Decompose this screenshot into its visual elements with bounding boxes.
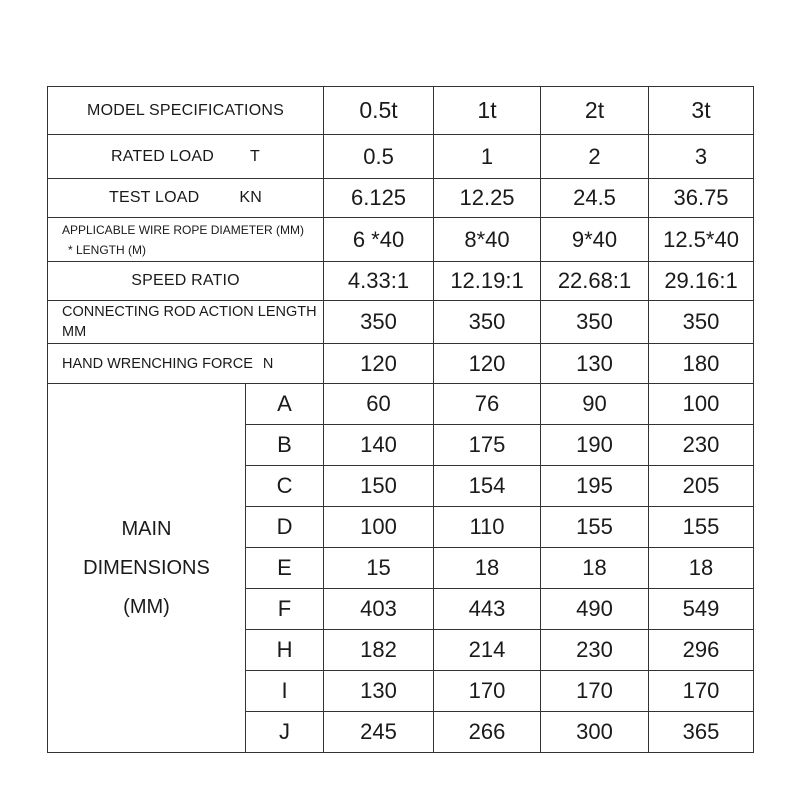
rated-load-value: 3 <box>649 135 754 179</box>
model-1t: 1t <box>434 87 541 135</box>
rod-length-value: 350 <box>541 301 649 344</box>
dimension-value: 266 <box>434 712 541 753</box>
wrench-force-value: 130 <box>541 344 649 384</box>
rod-length-label: CONNECTING ROD ACTION LENGTH MM <box>48 301 324 344</box>
dimension-value: 110 <box>434 507 541 548</box>
speed-ratio-value: 29.16:1 <box>649 262 754 301</box>
dimension-value: 175 <box>434 425 541 466</box>
dimension-value: 296 <box>649 630 754 671</box>
dimension-value: 170 <box>649 671 754 712</box>
dimension-value: 15 <box>324 548 434 589</box>
dimension-value: 18 <box>434 548 541 589</box>
wrench-force-value: 120 <box>324 344 434 384</box>
test-load-value: 12.25 <box>434 179 541 218</box>
dimension-value: 182 <box>324 630 434 671</box>
test-load-value: 36.75 <box>649 179 754 218</box>
test-load-label: TEST LOAD KN <box>48 179 324 218</box>
dimension-value: 214 <box>434 630 541 671</box>
rod-length-value: 350 <box>649 301 754 344</box>
dimension-value: 365 <box>649 712 754 753</box>
header-row <box>48 87 754 135</box>
wrench-force-value: 180 <box>649 344 754 384</box>
model-2t: 2t <box>541 87 649 135</box>
dimension-value: 205 <box>649 466 754 507</box>
specifications-table <box>47 86 754 753</box>
wire-rope-value: 6 *40 <box>324 218 434 262</box>
dimension-letter: E <box>246 548 324 589</box>
dimension-letter: D <box>246 507 324 548</box>
dimension-letter: J <box>246 712 324 753</box>
test-load-row <box>48 179 754 218</box>
main-dimensions-label: MAIN DIMENSIONS (MM) <box>48 384 246 753</box>
dimension-value: 150 <box>324 466 434 507</box>
speed-ratio-row <box>48 262 754 301</box>
dimension-letter: I <box>246 671 324 712</box>
dimension-value: 190 <box>541 425 649 466</box>
dimension-value: 195 <box>541 466 649 507</box>
dimension-letter: A <box>246 384 324 425</box>
dimension-value: 100 <box>649 384 754 425</box>
model-0-5t: 0.5t <box>324 87 434 135</box>
wire-rope-row <box>48 218 754 262</box>
header-label: MODEL SPECIFICATIONS <box>48 87 324 135</box>
test-load-value: 24.5 <box>541 179 649 218</box>
wire-rope-value: 8*40 <box>434 218 541 262</box>
dimension-letter: B <box>246 425 324 466</box>
dimension-letter: F <box>246 589 324 630</box>
speed-ratio-value: 4.33:1 <box>324 262 434 301</box>
wrench-force-row <box>48 344 754 384</box>
dimension-value: 230 <box>649 425 754 466</box>
dimension-value: 230 <box>541 630 649 671</box>
dimension-value: 140 <box>324 425 434 466</box>
dimension-letter: H <box>246 630 324 671</box>
rated-load-unit: T <box>250 147 261 165</box>
speed-ratio-label: SPEED RATIO <box>48 262 324 301</box>
model-3t: 3t <box>649 87 754 135</box>
dimension-value: 18 <box>649 548 754 589</box>
wrench-force-value: 120 <box>434 344 541 384</box>
rated-load-label: RATED LOAD T <box>48 135 324 179</box>
dimension-value: 300 <box>541 712 649 753</box>
dimension-value: 155 <box>541 507 649 548</box>
dimension-letter: C <box>246 466 324 507</box>
dimension-value: 60 <box>324 384 434 425</box>
dimension-value: 245 <box>324 712 434 753</box>
dimension-row-a <box>48 384 754 425</box>
test-load-value: 6.125 <box>324 179 434 218</box>
wire-rope-value: 9*40 <box>541 218 649 262</box>
dimension-value: 100 <box>324 507 434 548</box>
speed-ratio-value: 12.19:1 <box>434 262 541 301</box>
dimension-value: 130 <box>324 671 434 712</box>
rated-load-value: 1 <box>434 135 541 179</box>
rod-length-value: 350 <box>434 301 541 344</box>
dimension-value: 155 <box>649 507 754 548</box>
wire-rope-label: APPLICABLE WIRE ROPE DIAMETER (MM) * LENGTH (M) <box>48 218 324 262</box>
dimension-value: 403 <box>324 589 434 630</box>
dimension-value: 170 <box>541 671 649 712</box>
wrench-force-label: HAND WRENCHING FORCE N <box>48 344 324 384</box>
dimension-value: 154 <box>434 466 541 507</box>
test-load-unit: KN <box>239 189 263 206</box>
rated-load-row <box>48 135 754 179</box>
dimension-value: 170 <box>434 671 541 712</box>
dimension-value: 443 <box>434 589 541 630</box>
rod-length-row <box>48 301 754 344</box>
dimension-value: 18 <box>541 548 649 589</box>
speed-ratio-value: 22.68:1 <box>541 262 649 301</box>
rated-load-value: 2 <box>541 135 649 179</box>
wire-rope-value: 12.5*40 <box>649 218 754 262</box>
rod-length-value: 350 <box>324 301 434 344</box>
dimension-value: 549 <box>649 589 754 630</box>
rated-load-value: 0.5 <box>324 135 434 179</box>
dimension-value: 90 <box>541 384 649 425</box>
dimension-value: 76 <box>434 384 541 425</box>
dimension-value: 490 <box>541 589 649 630</box>
wrench-force-unit: N <box>262 355 274 372</box>
